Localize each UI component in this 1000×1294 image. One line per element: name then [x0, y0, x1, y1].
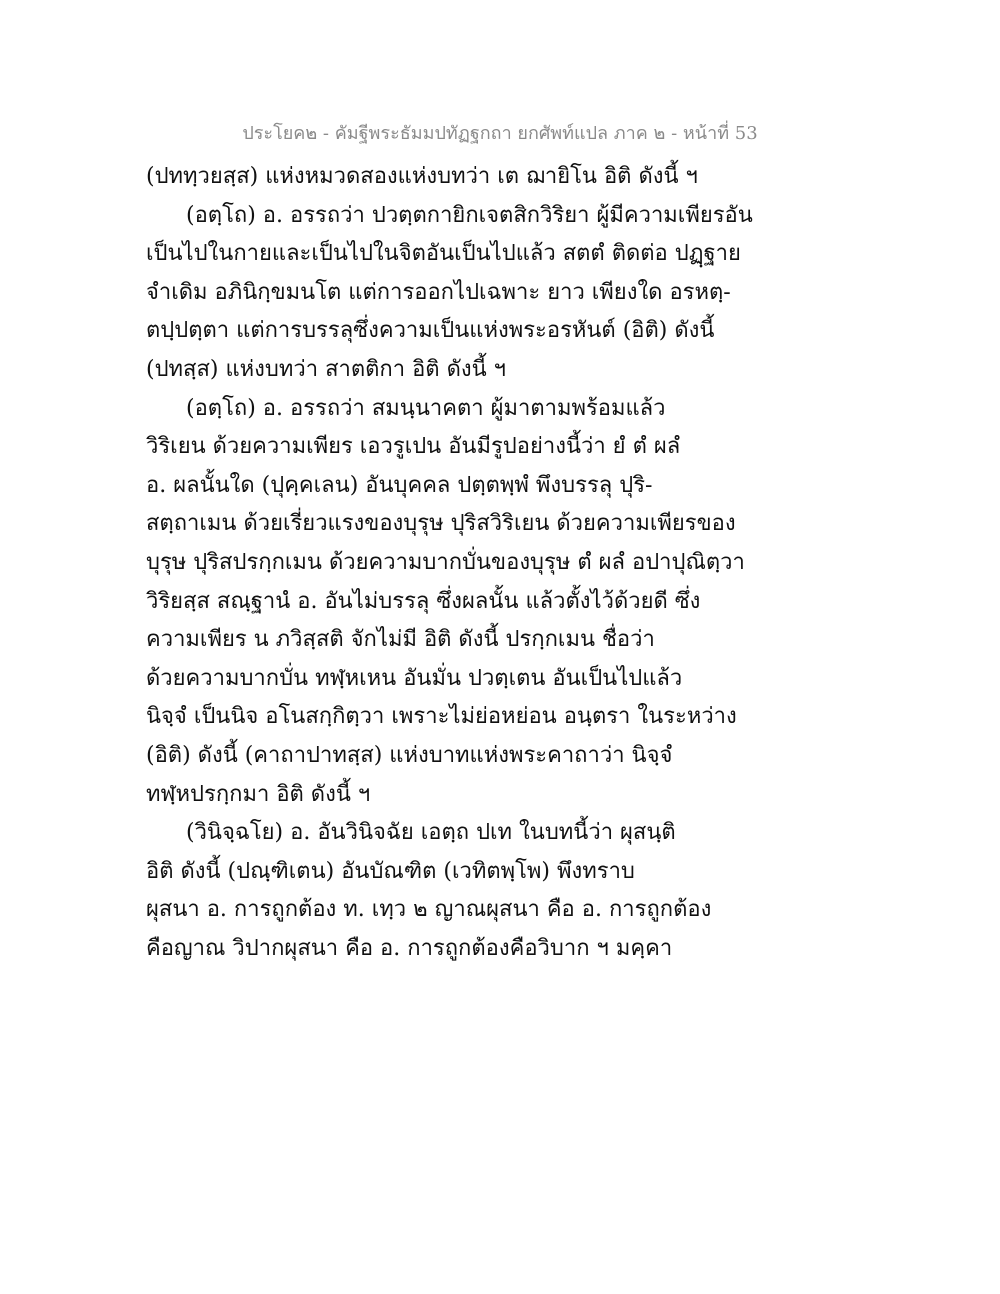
body-line: วิริเยน ด้วยความเพียร เอวรูเปน อันมีรูปอย่างนี้ว่า ยํ ตํ ผลํ — [146, 434, 681, 460]
body-line: สตฺถาเมน ด้วยเรี่ยวแรงของบุรุษ ปุริสวิริเยน ด้วยความเพียรของ — [146, 511, 736, 537]
body-line: คือญาณ วิปากผุสนา คือ อ. การถูกต้องคือวิบาก ฯ มคฺคา — [146, 935, 673, 961]
body-line: วิริยสฺส สณฺฐานํ อ. อันไม่บรรลุ ซึ่งผลนั้น แล้วตั้งไว้ด้วยดี ซึ่ง — [146, 588, 701, 614]
body-line: ผุสนา อ. การถูกต้อง ท. เทฺว ๒ ญาณผุสนา คือ อ. การถูกต้อง — [146, 897, 712, 923]
body-line: จำเดิม อภินิกฺขมนโต แต่การออกไปเฉพาะ ยาว เพียงใด อรหตฺ- — [146, 279, 731, 305]
body-line: ความเพียร น ภวิสฺสติ จักไม่มี อิติ ดังนี้ ปรกฺกเมน ชื่อว่า — [146, 627, 655, 653]
page-body — [146, 158, 866, 968]
body-line: (อิติ) ดังนี้ (คาถาปาทสฺส) แห่งบาทแห่งพระคาถาว่า นิจฺจํ — [146, 742, 673, 768]
body-line: (อตฺโถ) อ. อรรถว่า ปวตฺตกายิกเจตสิกวิริยา ผู้มีความเพียรอัน — [186, 202, 753, 228]
body-line: อิติ ดังนี้ (ปณฺฑิเตน) อันบัณฑิต (เวทิตพฺโพ) พึงทราบ — [146, 858, 635, 884]
page-header-text: ประโยค๒ - คัมฐีพระธัมมปทัฏฐกถา ยกศัพท์แปล ภาค ๒ - หน้าที่ 53 — [242, 123, 758, 144]
body-line: เป็นไปในกายและเป็นไปในจิตอันเป็นไปแล้ว สตตํ ติดต่อ ปฏฺฐาย — [146, 241, 741, 267]
body-line: (วินิจฺฉโย) อ. อันวินิจฉัย เอตฺถ ปเท ในบทนี้ว่า ผุสนฺติ — [186, 820, 676, 846]
body-line: ตปฺปตฺตา แต่การบรรลุซึ่งความเป็นแห่งพระอรหันต์ (อิติ) ดังนี้ — [146, 318, 715, 344]
page-header — [0, 120, 1000, 148]
body-line: นิจฺจํ เป็นนิจ อโนสกฺกิตฺวา เพราะไม่ย่อหย่อน อนฺตรา ในระหว่าง — [146, 704, 737, 730]
body-line: ด้วยความบากบั่น ทฬฺหเหน อันมั่น ปวตฺเตน อันเป็นไปแล้ว — [146, 665, 683, 691]
body-line: ทฬฺหปรกฺกมา อิติ ดังนี้ ฯ — [146, 781, 371, 807]
body-line: บุรุษ ปุริสปรกฺกเมน ด้วยความบากบั่นของบุรุษ ตํ ผลํ อปาปุณิตฺวา — [146, 549, 745, 575]
body-line: (ปทสฺส) แห่งบทว่า สาตติกา อิติ ดังนี้ ฯ — [146, 356, 507, 382]
body-line: (อตฺโถ) อ. อรรถว่า สมนฺนาคตา ผู้มาตามพร้อมแล้ว — [186, 395, 666, 421]
body-line: (ปททฺวยสฺส) แห่งหมวดสองแห่งบทว่า เต ฌายิโน อิติ ดังนี้ ฯ — [146, 164, 698, 189]
body-line: อ. ผลนั้นใด (ปุคฺคเลน) อันบุคคล ปตฺตพฺพํ พึงบรรลุ ปุริ- — [146, 472, 653, 498]
